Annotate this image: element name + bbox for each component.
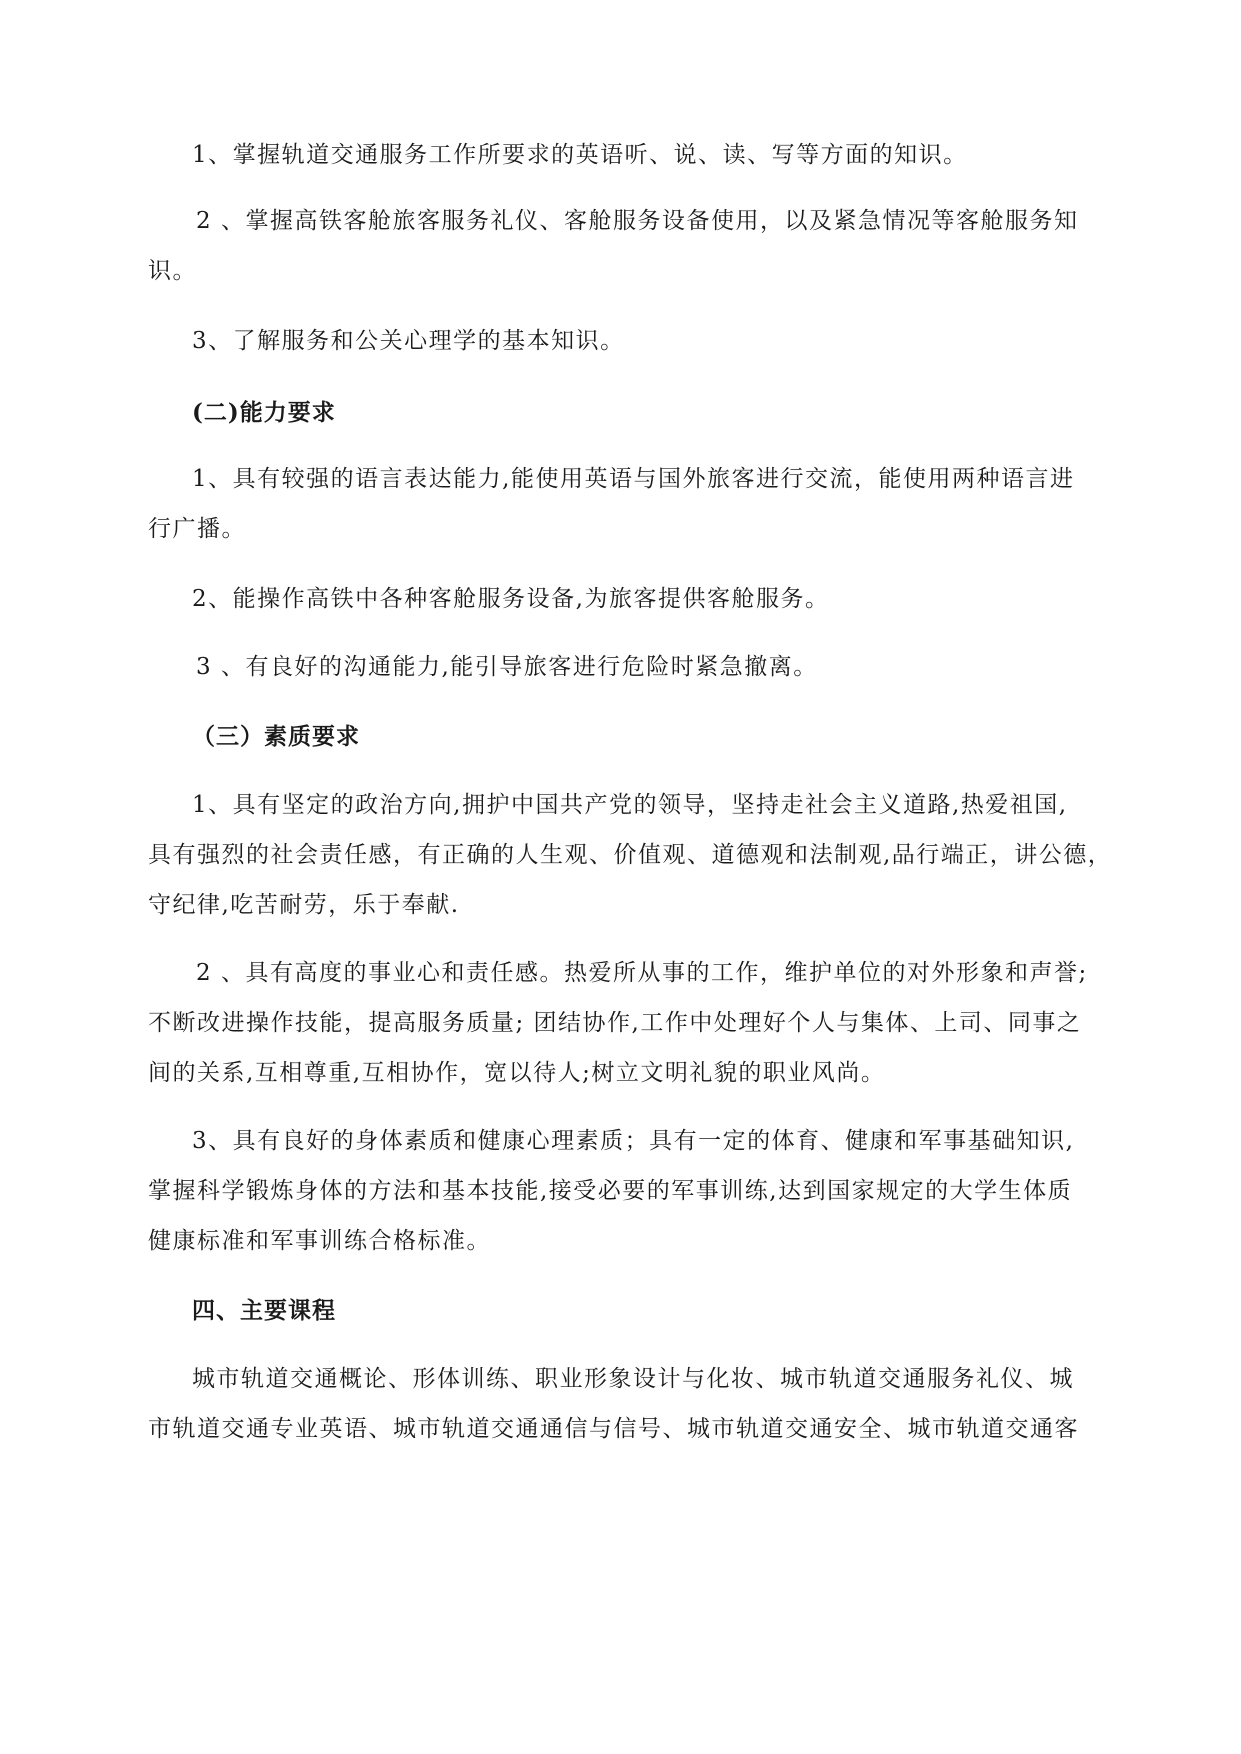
quality-item-3-line-2: 掌握科学锻炼身体的方法和基本技能,接受必要的军事训练,达到国家规定的大学生体质 bbox=[148, 1178, 1073, 1204]
ability-item-1-line-2: 行广播。 bbox=[148, 516, 246, 542]
quality-heading: （三）素质要求 bbox=[192, 723, 360, 750]
knowledge-item-2-line-1: 2 、掌握高铁客舱旅客服务礼仪、客舱服务设备使用，以及紧急情况等客舱服务知 bbox=[196, 208, 1079, 234]
quality-item-1-line-3: 守纪律,吃苦耐劳，乐于奉献. bbox=[148, 892, 460, 918]
courses-heading: 四、主要课程 bbox=[192, 1297, 336, 1324]
courses-line-2: 市轨道交通专业英语、城市轨道交通通信与信号、城市轨道交通安全、城市轨道交通客 bbox=[148, 1416, 1079, 1442]
knowledge-item-3: 3、了解服务和公关心理学的基本知识。 bbox=[192, 328, 625, 354]
ability-item-3: 3 、有良好的沟通能力,能引导旅客进行危险时紧急撤离。 bbox=[196, 654, 818, 680]
quality-item-3-line-1: 3、具有良好的身体素质和健康心理素质；具有一定的体育、健康和军事基础知识, bbox=[192, 1128, 1075, 1154]
quality-item-3-line-3: 健康标准和军事训练合格标准。 bbox=[148, 1228, 491, 1254]
quality-item-2-line-3: 间的关系,互相尊重,互相协作，宽以待人;树立文明礼貌的职业风尚。 bbox=[148, 1060, 886, 1086]
quality-item-1-line-2: 具有强烈的社会责任感，有正确的人生观、价值观、道德观和法制观,品行端正，讲公德， bbox=[148, 842, 1113, 868]
knowledge-item-1: 1、掌握轨道交通服务工作所要求的英语听、说、读、写等方面的知识。 bbox=[192, 142, 968, 168]
ability-item-2: 2、能操作高铁中各种客舱服务设备,为旅客提供客舱服务。 bbox=[192, 586, 830, 612]
quality-item-2-line-1: 2 、具有高度的事业心和责任感。热爱所从事的工作，维护单位的对外形象和声誉; bbox=[196, 960, 1088, 986]
courses-line-1: 城市轨道交通概论、形体训练、职业形象设计与化妆、城市轨道交通服务礼仪、城 bbox=[192, 1366, 1074, 1392]
ability-item-1-line-1: 1、具有较强的语言表达能力,能使用英语与国外旅客进行交流，能使用两种语言进 bbox=[192, 466, 1075, 492]
knowledge-item-2-line-2: 识。 bbox=[148, 258, 197, 284]
quality-item-1-line-1: 1、具有坚定的政治方向,拥护中国共产党的领导，坚持走社会主义道路,热爱祖国, bbox=[192, 792, 1068, 818]
quality-item-2-line-2: 不断改进操作技能，提高服务质量; 团结协作,工作中处理好个人与集体、上司、同事之 bbox=[148, 1010, 1082, 1036]
ability-heading: (二)能力要求 bbox=[192, 399, 336, 426]
